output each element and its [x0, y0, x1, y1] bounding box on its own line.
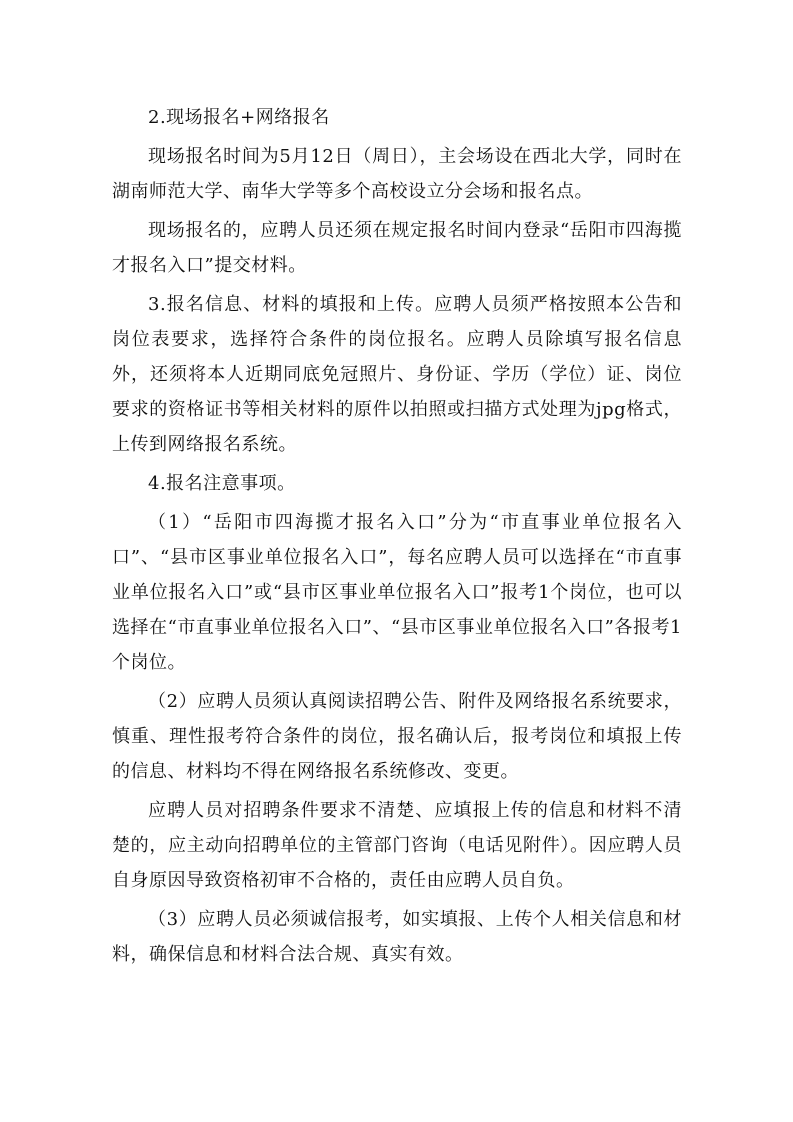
paragraph-section-2-heading: 2.现场报名+网络报名 [148, 107, 330, 128]
paragraph-onsite-login-requirement: 现场报名的，应聘人员还须在规定报名时间内登录“岳阳市四海揽才报名入口”提交材料。 [112, 220, 682, 276]
paragraph-note-3: （3）应聘人员必须诚信报考，如实填报、上传个人相关信息和材料，确保信息和材料合法合规、真实有效。 [112, 909, 682, 965]
document-body [112, 100, 682, 976]
paragraph-consultation: 应聘人员对招聘条件要求不清楚、应填报上传的信息和材料不清楚的，应主动向招聘单位的主管部门咨询（电话见附件）。因应聘人员自身原因导致资格初审不合格的，责任由应聘人员自负。 [112, 800, 682, 891]
paragraph-section-3-materials: 3.报名信息、材料的填报和上传。应聘人员须严格按照本公告和岗位表要求，选择符合条件的岗位报名。应聘人员除填写报名信息外，还须将本人近期同底免冠照片、身份证、学历（学位）证、岗位要求的资格证书等相关材料的原件以拍照或扫描方式处理为jpg格式，上传到网络报名系统。 [112, 294, 682, 455]
paragraph-section-4-heading: 4.报名注意事项。 [148, 473, 296, 494]
paragraph-note-1: （1）“岳阳市四海揽才报名入口”分为“市直事业单位报名入口”、“县市区事业单位报名入口”，每名应聘人员可以选择在“市直事业单位报名入口”或“县市区事业单位报名入口”报考1个岗位，也可以选择在“市直事业单位报名入口”、“县市区事业单位报名入口”各报考1个岗位。 [112, 512, 682, 673]
paragraph-note-2: （2）应聘人员须认真阅读招聘公告、附件及网络报名系统要求，慎重、理性报考符合条件的岗位，报名确认后，报考岗位和填报上传的信息、材料均不得在网络报名系统修改、变更。 [112, 691, 682, 782]
paragraph-onsite-registration-time: 现场报名时间为5月12日（周日），主会场设在西北大学，同时在湖南师范大学、南华大学等多个高校设立分会场和报名点。 [112, 146, 682, 202]
